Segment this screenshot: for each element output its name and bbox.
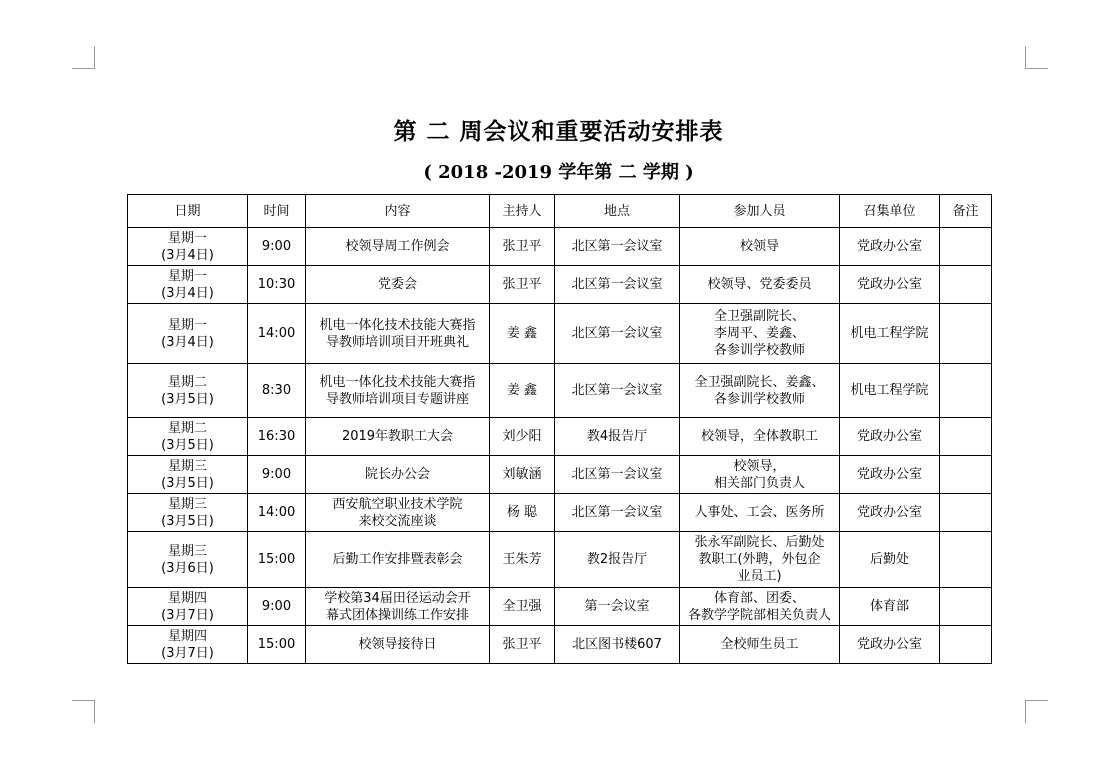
cell-date: 星期四 (3月7日): [128, 588, 248, 626]
cell-attendees: 体育部、团委、 各教学学院部相关负责人: [680, 588, 840, 626]
cell-host: 姜 鑫: [490, 304, 555, 364]
cell-date: 星期四 (3月7日): [128, 626, 248, 664]
cell-organizer: 体育部: [840, 588, 940, 626]
cell-host: 张卫平: [490, 626, 555, 664]
cell-time: 10:30: [248, 266, 306, 304]
cell-date: 星期三 (3月6日): [128, 532, 248, 588]
cell-place: 北区第一会议室: [555, 364, 680, 418]
table-row: [128, 494, 992, 532]
cell-organizer: 党政办公室: [840, 266, 940, 304]
cell-time: 15:00: [248, 532, 306, 588]
cell-host: 全卫强: [490, 588, 555, 626]
cell-date: 星期二 (3月5日): [128, 418, 248, 456]
cell-content: 校领导接待日: [306, 626, 490, 664]
cell-note: [940, 418, 992, 456]
cell-attendees: 校领导，全体教职工: [680, 418, 840, 456]
cell-host: 杨 聪: [490, 494, 555, 532]
cell-host: 姜 鑫: [490, 364, 555, 418]
cell-time: 14:00: [248, 304, 306, 364]
cell-content: 2019年教职工大会: [306, 418, 490, 456]
crop-mark-top-right: [1025, 46, 1048, 69]
cell-note: [940, 364, 992, 418]
table-header-row: [128, 195, 992, 228]
cell-date: 星期二 (3月5日): [128, 364, 248, 418]
cell-date: 星期三 (3月5日): [128, 494, 248, 532]
page-title: 第 二 周会议和重要活动安排表: [393, 118, 724, 145]
cell-time: 16:30: [248, 418, 306, 456]
crop-mark-bottom-left: [72, 700, 95, 723]
header-time: 时间: [248, 195, 306, 228]
cell-place: 北区第一会议室: [555, 304, 680, 364]
cell-place: 北区第一会议室: [555, 456, 680, 494]
cell-host: 刘敏涵: [490, 456, 555, 494]
cell-organizer: 机电工程学院: [840, 304, 940, 364]
cell-attendees: 人事处、工会、医务所: [680, 494, 840, 532]
cell-note: [940, 304, 992, 364]
cell-attendees: 校领导， 相关部门负责人: [680, 456, 840, 494]
cell-host: 王朱芳: [490, 532, 555, 588]
cell-content: 院长办公会: [306, 456, 490, 494]
cell-note: [940, 532, 992, 588]
table-row: [128, 228, 992, 266]
cell-place: 教2报告厅: [555, 532, 680, 588]
cell-note: [940, 588, 992, 626]
table-row: [128, 364, 992, 418]
cell-content: 校领导周工作例会: [306, 228, 490, 266]
table-row: [128, 532, 992, 588]
cell-note: [940, 266, 992, 304]
cell-attendees: 全卫强副院长、姜鑫、 各参训学校教师: [680, 364, 840, 418]
table-row: [128, 588, 992, 626]
header-content: 内容: [306, 195, 490, 228]
header-organizer: 召集单位: [840, 195, 940, 228]
cell-date: 星期一 (3月4日): [128, 266, 248, 304]
cell-organizer: 后勤处: [840, 532, 940, 588]
cell-date: 星期一 (3月4日): [128, 304, 248, 364]
cell-note: [940, 456, 992, 494]
cell-content: 机电一体化技术技能大赛指 导教师培训项目开班典礼: [306, 304, 490, 364]
cell-date: 星期一 (3月4日): [128, 228, 248, 266]
crop-mark-bottom-right: [1025, 700, 1048, 723]
table-row: [128, 418, 992, 456]
cell-time: 15:00: [248, 626, 306, 664]
cell-time: 9:00: [248, 228, 306, 266]
header-host: 主持人: [490, 195, 555, 228]
header-attendees: 参加人员: [680, 195, 840, 228]
header-date: 日期: [128, 195, 248, 228]
cell-content: 后勤工作安排暨表彰会: [306, 532, 490, 588]
cell-content: 机电一体化技术技能大赛指 导教师培训项目专题讲座: [306, 364, 490, 418]
cell-organizer: 党政办公室: [840, 456, 940, 494]
cell-time: 8:30: [248, 364, 306, 418]
cell-host: 刘少阳: [490, 418, 555, 456]
cell-place: 第一会议室: [555, 588, 680, 626]
cell-content: 西安航空职业技术学院 来校交流座谈: [306, 494, 490, 532]
crop-mark-top-left: [72, 46, 95, 69]
cell-organizer: 党政办公室: [840, 494, 940, 532]
table-row: [128, 266, 992, 304]
cell-note: [940, 228, 992, 266]
cell-time: 9:00: [248, 456, 306, 494]
cell-attendees: 校领导、党委委员: [680, 266, 840, 304]
cell-place: 教4报告厅: [555, 418, 680, 456]
cell-host: 张卫平: [490, 228, 555, 266]
schedule-table: [127, 194, 992, 664]
cell-time: 14:00: [248, 494, 306, 532]
cell-host: 张卫平: [490, 266, 555, 304]
cell-place: 北区第一会议室: [555, 228, 680, 266]
cell-attendees: 全校师生员工: [680, 626, 840, 664]
table-row: [128, 456, 992, 494]
cell-date: 星期三 (3月5日): [128, 456, 248, 494]
page-subtitle: ( 2018 -2019 学年第 二 学期 ): [423, 162, 694, 183]
cell-attendees: 张永军副院长、后勤处 教职工(外聘，外包企 业员工): [680, 532, 840, 588]
cell-note: [940, 494, 992, 532]
table-row: [128, 626, 992, 664]
cell-attendees: 全卫强副院长、 李周平、姜鑫、 各参训学校教师: [680, 304, 840, 364]
cell-organizer: 党政办公室: [840, 626, 940, 664]
cell-place: 北区第一会议室: [555, 266, 680, 304]
cell-organizer: 机电工程学院: [840, 364, 940, 418]
cell-content: 党委会: [306, 266, 490, 304]
cell-place: 北区第一会议室: [555, 494, 680, 532]
header-note: 备注: [940, 195, 992, 228]
cell-note: [940, 626, 992, 664]
cell-attendees: 校领导: [680, 228, 840, 266]
cell-content: 学校第34届田径运动会开 幕式团体操训练工作安排: [306, 588, 490, 626]
cell-place: 北区图书楼607: [555, 626, 680, 664]
cell-organizer: 党政办公室: [840, 228, 940, 266]
cell-time: 9:00: [248, 588, 306, 626]
cell-organizer: 党政办公室: [840, 418, 940, 456]
header-place: 地点: [555, 195, 680, 228]
table-row: [128, 304, 992, 364]
